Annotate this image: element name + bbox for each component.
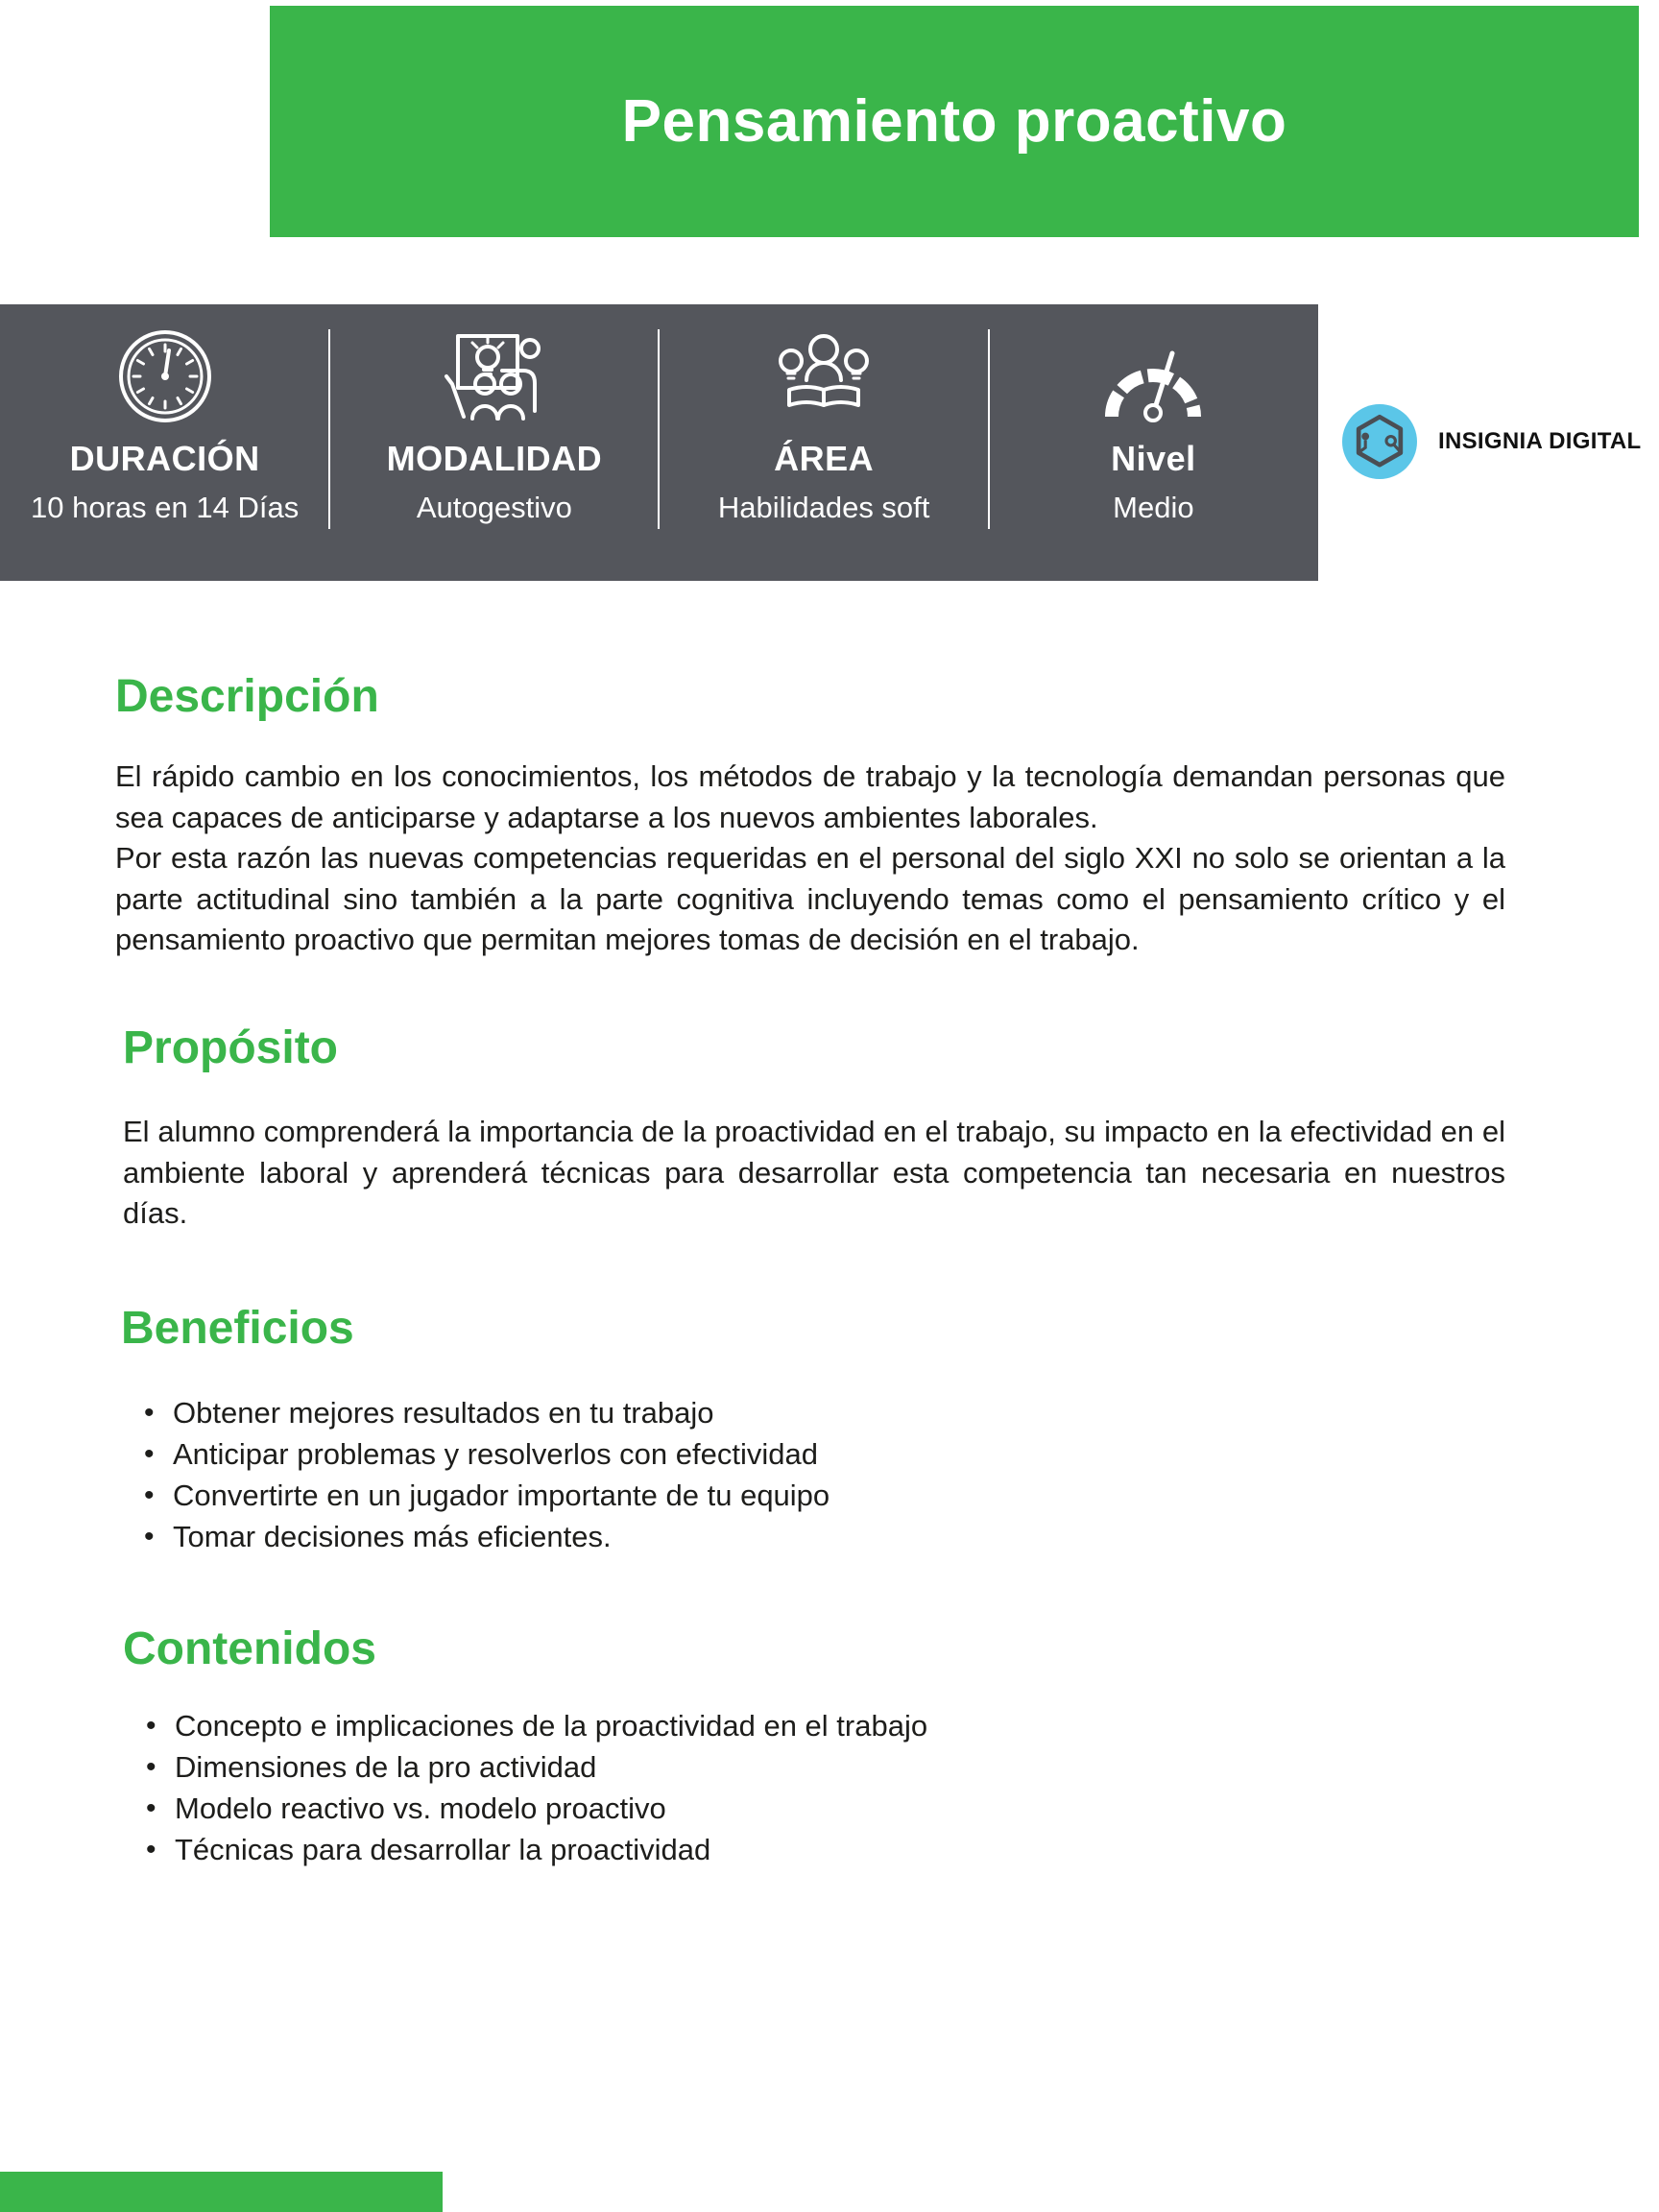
list-item: • Concepto e implicaciones de la proactividad en el trabajo	[144, 1705, 1488, 1746]
nivel-value: Medio	[1113, 491, 1194, 524]
course-info-bar	[0, 304, 1318, 581]
list-item: • Técnicas para desarrollar la proactividad	[144, 1829, 1488, 1870]
footer-accent-bar	[0, 2172, 443, 2212]
info-col-modalidad	[329, 304, 659, 581]
contenidos-list	[144, 1705, 1488, 1870]
modalidad-value: Autogestivo	[416, 491, 572, 524]
list-item: • Tomar decisiones más eficientes.	[142, 1516, 1486, 1557]
list-item: • Anticipar problemas y resolverlos con efectividad	[142, 1433, 1486, 1475]
presentation-icon	[441, 327, 548, 425]
digital-badge	[1342, 404, 1641, 479]
clock-icon	[117, 327, 213, 425]
hexagon-circuit-icon	[1342, 404, 1417, 479]
divider	[658, 329, 660, 529]
descripcion-p1: El rápido cambio en los conocimientos, los métodos de trabajo y la tecnología demandan personas que sea capaces de anticiparse y adaptarse a los nuevos ambientes laborales.	[115, 759, 1505, 834]
section-heading-proposito: Propósito	[123, 1022, 338, 1073]
info-col-duracion	[0, 304, 329, 581]
duracion-label: DURACIÓN	[69, 439, 260, 478]
divider	[988, 329, 990, 529]
descripcion-p2: Por esta razón las nuevas competencias requeridas en el personal del siglo XXI no solo se orientan a la parte actitudinal sino también a la parte cognitiva incluyendo temas como el pensamiento crítico y el pensamiento proactivo que permitan mejores tomas de decisión en el trabajo.	[115, 841, 1505, 956]
info-col-nivel	[989, 304, 1318, 581]
modalidad-label: MODALIDAD	[386, 439, 603, 478]
descripcion-paragraph	[115, 757, 1505, 961]
title-banner	[270, 6, 1639, 237]
badge-label: INSIGNIA DIGITAL	[1438, 428, 1642, 454]
list-item: • Dimensiones de la pro actividad	[144, 1746, 1488, 1788]
info-col-area	[660, 304, 989, 581]
area-label: ÁREA	[774, 439, 875, 478]
nivel-label: Nivel	[1111, 439, 1196, 478]
beneficios-list	[142, 1392, 1486, 1557]
person-ideas-icon	[770, 327, 878, 425]
divider	[328, 329, 330, 529]
section-heading-contenidos: Contenidos	[123, 1623, 376, 1674]
list-item: • Obtener mejores resultados en tu trabajo	[142, 1392, 1486, 1433]
section-heading-descripcion: Descripción	[115, 671, 379, 722]
area-value: Habilidades soft	[717, 491, 930, 524]
list-item: • Modelo reactivo vs. modelo proactivo	[144, 1788, 1488, 1829]
section-heading-beneficios: Beneficios	[121, 1303, 354, 1354]
list-item: • Convertirte en un jugador importante de tu equipo	[142, 1475, 1486, 1516]
proposito-paragraph: El alumno comprenderá la importancia de la proactividad en el trabajo, su impacto en la efectividad en el ambiente laboral y aprenderá técnicas para desarrollar esta competencia tan necesaria en nuestros días.	[123, 1115, 1505, 1230]
gauge-icon	[1099, 327, 1207, 425]
page-title: Pensamiento proactivo	[621, 88, 1287, 155]
duracion-value: 10 horas en 14 Días	[31, 491, 300, 524]
